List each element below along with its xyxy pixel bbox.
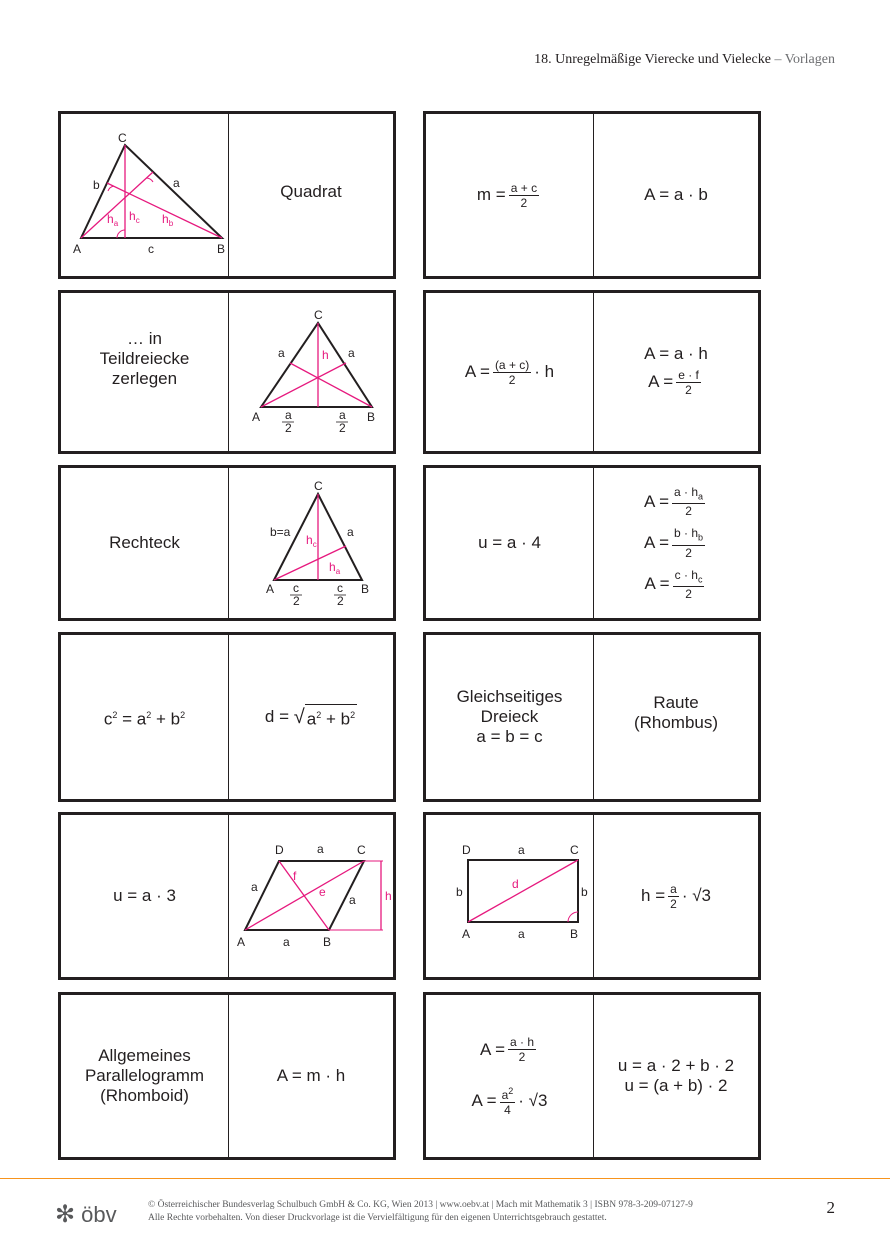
publisher-logo <box>55 1200 117 1229</box>
height-h-label: h <box>385 889 392 903</box>
side-a-left-label: a <box>251 880 258 894</box>
formula-square-perimeter: u = a · 4 <box>478 533 541 552</box>
footer-rule <box>0 1178 890 1179</box>
domino-card-r5-left <box>58 812 396 980</box>
side-a-right-label: a <box>349 893 356 907</box>
publisher-star-icon: ✻ <box>55 1201 76 1228</box>
formula-diagonal: d = √ $a^2 + b^2$ <box>264 706 356 729</box>
vertex-b-label: B <box>216 242 225 256</box>
domino-card-r5-right <box>423 812 761 980</box>
vertex-b-label: B <box>361 581 370 596</box>
vertex-a-label: A <box>252 409 261 424</box>
term-rechteck: Rechteck <box>109 533 180 552</box>
domino-card-r4-right <box>423 632 761 802</box>
domino-card-r4-left <box>58 632 396 802</box>
half-c-left-den: 2 <box>293 593 300 608</box>
height-h-label: h <box>322 347 329 362</box>
term-rhombus: Raute (Rhombus) <box>633 693 719 732</box>
side-a-label: a <box>347 524 354 539</box>
formula-triangle-perimeter: u = a · 3 <box>113 886 176 905</box>
diagonal-f-label: f <box>293 869 297 883</box>
copyright-line-2: Alle Rechte vorbehalten. Von dieser Druckvorlage ist die Vervielfältigung für den eigenen Unterrichtsgebrauch gestattet. <box>148 1213 607 1223</box>
vertex-c-label: C <box>357 843 366 857</box>
term-general-parallelogram: Allgemeines Parallelogramm (Rhomboid) <box>84 1046 205 1105</box>
side-b-right-label: b <box>580 885 588 899</box>
side-a-left-label: a <box>278 345 285 360</box>
formula-rectangle-area: A = a · b <box>644 185 708 204</box>
side-a-right-label: a <box>348 345 355 360</box>
half-a-left-num: a <box>285 407 292 422</box>
term-split-triangles: … in Teildreiecke zerlegen <box>99 329 190 388</box>
footer-copyright <box>148 1199 693 1225</box>
term-equilateral-triangle: Gleichseitiges Dreieck a = b = c <box>456 687 563 746</box>
formula-parallelogram-perimeter: u = a · 2 + b · 2 u = (a + b) · 2 <box>617 1056 735 1095</box>
formula-triangle-area-heights: A = $\frac{a \cdot h_a}{2}$ A = $\frac{b \cdot h_b}{2}$ A = $\frac{c \cdot h_c}{2}$ <box>643 484 704 602</box>
formula-trapezoid-area-mh: A = m · h <box>276 1066 346 1085</box>
vertex-b-label: B <box>323 935 332 949</box>
formula-equilateral-height: h = $\frac{a}{2}$ · √3 <box>641 881 711 911</box>
vertex-a-label: A <box>72 242 81 256</box>
half-c-right-den: 2 <box>337 593 344 608</box>
vertex-d-label: D <box>275 843 284 857</box>
isosceles-triangle-diagram <box>229 293 393 451</box>
side-a-bottom-label: a <box>517 927 525 941</box>
copyright-line-1: © Österreichischer Bundesverlag Schulbuch GmbH & Co. KG, Wien 2013 | www.oebv.at | Mach mit Mathematik 3 | ISBN 978-3-209-07127-9 <box>148 1200 693 1210</box>
vertex-a-label: A <box>461 927 470 941</box>
vertex-c-label: C <box>314 478 323 493</box>
half-a-right-num: a <box>339 407 346 422</box>
header-separator: – <box>770 52 785 67</box>
domino-card-r2-left <box>58 290 396 454</box>
vertex-b-label: B <box>367 409 376 424</box>
side-b-label: b <box>92 178 100 192</box>
term-quadrat: Quadrat <box>280 182 342 201</box>
vertex-b-label: B <box>569 927 578 941</box>
height-ha-label: $h_a$ <box>106 212 118 228</box>
vertex-a-label: A <box>266 581 275 596</box>
page-header <box>534 52 835 68</box>
side-a-top-label: a <box>317 842 324 856</box>
domino-card-r6-right <box>423 992 761 1160</box>
side-a-label: a <box>172 176 180 190</box>
formula-triangle-area-pair: A = $\frac{a \cdot h}{2}$ A = $\frac{a^2}{4}$ · √3 <box>471 1035 548 1117</box>
vertex-a-label: A <box>237 935 246 949</box>
formula-pythagoras: $c^2 = a^2 + b^2$ <box>103 709 186 729</box>
diagonal-e-label: e <box>319 885 326 899</box>
half-c-right-num: c <box>337 580 343 595</box>
height-ha-label: $h_a$ <box>329 559 341 576</box>
side-c-label: c <box>147 242 154 256</box>
rhombus-diagram <box>229 815 393 977</box>
height-hc-label: $h_c$ <box>128 209 140 225</box>
page-number: 2 <box>826 1198 835 1217</box>
side-a-bottom-label: a <box>283 935 290 949</box>
domino-card-r1-right <box>423 111 761 279</box>
vertex-c-label: C <box>569 843 579 857</box>
publisher-logo-text: öbv <box>81 1201 117 1227</box>
domino-card-r3-left <box>58 465 396 621</box>
half-a-left-den: 2 <box>285 420 292 435</box>
half-c-left-num: c <box>293 580 299 595</box>
domino-card-r3-right <box>423 465 761 621</box>
vertex-d-label: D <box>461 843 471 857</box>
side-b-eq-a-label: b=a <box>270 524 291 539</box>
rectangle-diagram <box>426 815 593 977</box>
vertex-c-label: C <box>117 131 127 145</box>
triangle-heights-diagram <box>61 114 228 276</box>
side-a-top-label: a <box>517 843 525 857</box>
header-subtitle: Vorlagen <box>784 52 835 67</box>
chapter-title: 18. Unregelmäßige Vierecke und Vielecke <box>534 52 771 67</box>
formula-trapezoid-area: A = $\frac{(a + c)}{2}$ · h <box>464 357 555 387</box>
domino-card-r2-right <box>423 290 761 454</box>
height-hb-label: $h_b$ <box>161 212 173 228</box>
side-b-left-label: b <box>455 885 463 899</box>
vertex-c-label: C <box>314 307 323 322</box>
diagonal-d-label: d <box>511 877 519 891</box>
domino-card-r1-left <box>58 111 396 279</box>
half-a-right-den: 2 <box>339 420 346 435</box>
domino-card-r6-left <box>58 992 396 1160</box>
height-hc-label: $h_c$ <box>306 532 317 549</box>
formula-median-m: m = $\frac{a + c}{2}$ <box>476 180 538 210</box>
isosceles-triangle-heights-diagram <box>229 468 393 618</box>
formula-rhombus-area: A = a · h A = $\frac{e \cdot f}{2}$ <box>644 343 708 397</box>
